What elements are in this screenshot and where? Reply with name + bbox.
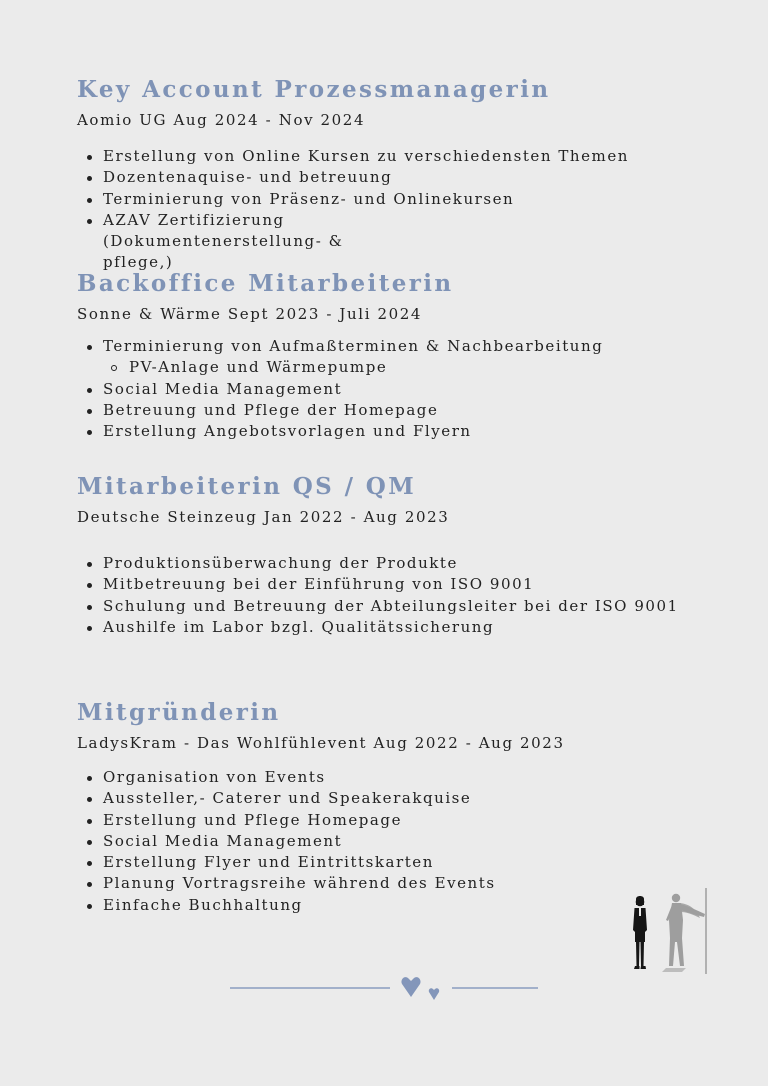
list-item: Mitbetreuung bei der Einführung von ISO 9001 <box>77 574 737 595</box>
job-section-3 <box>77 473 737 638</box>
list-item: AZAV Zertifizierung (Dokumentenerstellung- & pflege,) <box>77 210 403 274</box>
list-item: Erstellung Flyer und Eintrittskarten <box>77 852 737 873</box>
job-section-1 <box>77 76 737 274</box>
businesswoman-superhero-shadow-icon <box>626 886 710 978</box>
list-item: Betreuung und Pflege der Homepage <box>77 400 737 421</box>
list-item: Social Media Management <box>77 379 737 400</box>
list-item: Aussteller,- Caterer und Speakerakquise <box>77 788 737 809</box>
heart-divider <box>230 970 540 1000</box>
job-section-2 <box>77 270 737 442</box>
job-company-dates: Sonne & Wärme Sept 2023 - Juli 2024 <box>77 305 423 323</box>
job-section-4 <box>77 699 737 916</box>
job-title: Mitarbeiterin QS / QM <box>77 473 417 500</box>
job-title: Backoffice Mitarbeiterin <box>77 270 454 297</box>
job-bullet-list <box>77 336 737 442</box>
list-item: Dozentenaquise- und betreuung <box>77 167 737 188</box>
job-bullet-list <box>77 146 737 274</box>
list-item: Terminierung von Präsenz- und Onlinekursen <box>77 189 737 210</box>
sub-list-item: PV-Anlage und Wärmepumpe <box>77 357 737 378</box>
job-title: Key Account Prozessmanagerin <box>77 76 551 103</box>
double-heart-icon <box>401 977 439 1000</box>
list-item: Planung Vortragsreihe während des Events <box>77 873 737 894</box>
list-item: Social Media Management <box>77 831 737 852</box>
list-item: Schulung und Betreuung der Abteilungsleiter bei der ISO 9001 <box>77 596 719 617</box>
job-company-dates: Deutsche Steinzeug Jan 2022 - Aug 2023 <box>77 508 450 526</box>
job-company-dates: LadysKram - Das Wohlfühlevent Aug 2022 - Aug 2023 <box>77 734 565 752</box>
list-item: Terminierung von Aufmaßterminen & Nachbearbeitung <box>77 336 737 357</box>
list-item: Produktionsüberwachung der Produkte <box>77 553 737 574</box>
job-title: Mitgründerin <box>77 699 281 726</box>
list-item: Erstellung Angebotsvorlagen und Flyern <box>77 421 737 442</box>
list-item: Einfache Buchhaltung <box>77 895 737 916</box>
list-item: Organisation von Events <box>77 767 737 788</box>
job-bullet-list <box>77 553 737 638</box>
list-item: Erstellung von Online Kursen zu verschiedensten Themen <box>77 146 737 167</box>
job-company-dates: Aomio UG Aug 2024 - Nov 2024 <box>77 111 366 129</box>
list-item: Aushilfe im Labor bzgl. Qualitätssicherung <box>77 617 737 638</box>
list-item: Erstellung und Pflege Homepage <box>77 810 737 831</box>
